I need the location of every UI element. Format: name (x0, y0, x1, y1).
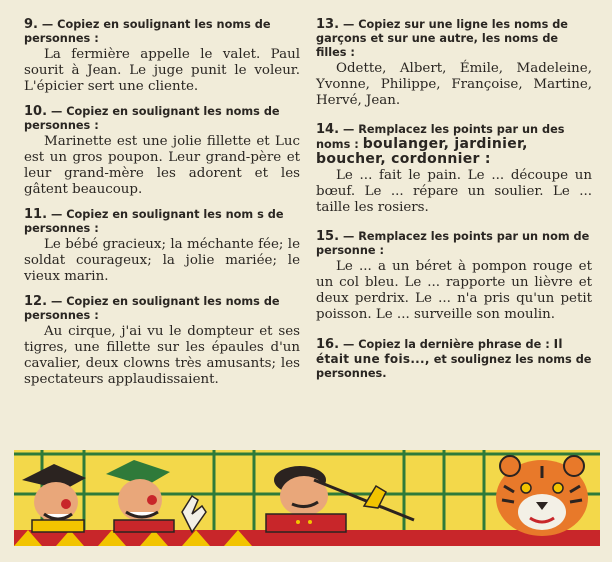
exercise-text: Le ... fait le pain. Le ... découpe un bœuf. Le ... répare un soulier. Le ... taille les rosiers. (316, 168, 592, 215)
exercise-number: 13. (316, 17, 340, 32)
circus-scene (14, 450, 600, 546)
exercise-number: 11. (24, 207, 48, 222)
exercise-number: 12. (24, 294, 48, 309)
exercise-12 (24, 295, 300, 388)
exercise-text: Le bébé gracieux; la méchante fée; le soldat courageux; la jolie mariée; le vieux marin. (24, 237, 300, 284)
exercise-instruction: — Remplacez les points par un des noms : (316, 123, 565, 151)
exercise-11 (24, 208, 300, 285)
exercise-14 (316, 123, 592, 216)
exercise-number: 10. (24, 104, 48, 119)
exercise-instruction: — Remplacez les points par un nom de personne : (316, 230, 590, 257)
exercise-text: La fermière appelle le valet. Paul sourit à Jean. Le juge punit le voleur. L'épicier sert une cliente. (24, 47, 300, 94)
tiger-icon (496, 456, 588, 536)
exercise-text: Le ... a un béret à pompon rouge et un col bleu. Le ... rapporte un lièvre et deux perdrix. Le ... n'a pris qu'un petit poisson. Le ... surveille son moulin. (316, 259, 592, 322)
exercise-text: Odette, Albert, Émile, Madeleine, Yvonne, Philippe, Françoise, Martine, Hervé, Jean. (316, 61, 592, 108)
exercise-number: 9. (24, 17, 38, 32)
exercise-instruction: — Copiez en soulignant les nom s de personnes : (24, 208, 284, 235)
exercise-instruction: — Copiez en soulignant les noms de personnes : (24, 295, 280, 322)
exercise-instruction-end: et soulignez les noms de personnes. (316, 353, 592, 380)
exercise-16 (316, 337, 592, 381)
story-title: Il était une fois..., (316, 337, 563, 366)
exercise-instruction: — Copiez en soulignant les noms de personnes : (24, 18, 271, 45)
exercise-15 (316, 230, 592, 323)
word-list: boulanger, jardinier, boucher, cordonnier : (316, 136, 528, 167)
exercise-instruction: — Copiez la dernière phrase de : (342, 338, 550, 351)
exercise-instruction: — Copiez en soulignant les noms de personnes : (24, 105, 280, 132)
exercise-number: 16. (316, 337, 340, 352)
circus-illustration (14, 450, 600, 546)
exercise-10 (24, 105, 300, 198)
exercise-text: Au cirque, j'ai vu le dompteur et ses tigres, une fillette sur les épaules d'un cavalier, deux clowns très amusants; les spectateurs applaudissaient. (24, 324, 300, 387)
exercise-instruction: — Copiez sur une ligne les noms de garçons et sur une autre, les noms de filles : (316, 18, 568, 59)
exercise-9 (24, 18, 300, 95)
exercise-number: 14. (316, 122, 340, 137)
exercise-text: Marinette est une jolie fillette et Luc est un gros poupon. Leur grand-père et leur grand-mère les adorent et les gâtent beaucoup. (24, 134, 300, 197)
left-column (24, 18, 300, 398)
exercise-13 (316, 18, 592, 109)
exercise-number: 15. (316, 229, 340, 244)
right-column (316, 18, 592, 391)
